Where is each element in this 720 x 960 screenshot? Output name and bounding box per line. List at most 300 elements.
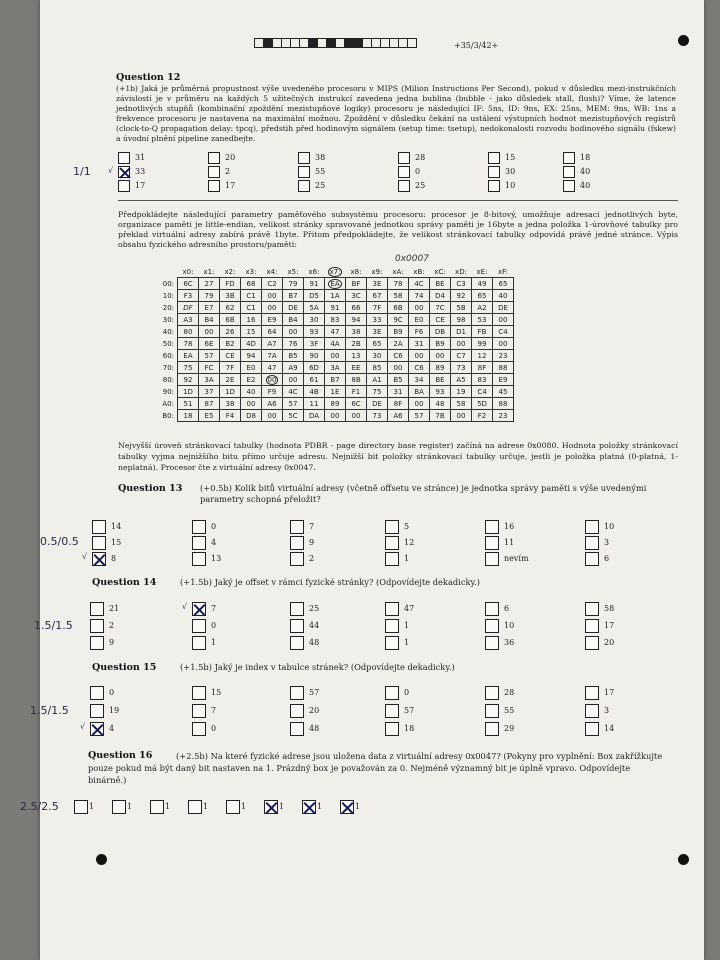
memory-cell: 00 [430,350,451,362]
registration-mark [96,854,107,865]
checkbox[interactable] [298,180,310,192]
memory-cell: 6C [178,278,199,290]
option-label: 13 [211,554,222,563]
checkbox[interactable] [585,552,599,566]
q14-option[interactable] [90,619,114,633]
memory-cell: 31 [409,338,430,350]
q13-option[interactable] [290,536,314,550]
q12-option[interactable] [563,166,590,180]
checkbox[interactable] [208,152,220,164]
option-label: 0 [415,167,421,176]
memory-cell: 34 [409,374,430,386]
q14-option[interactable] [485,602,509,616]
memory-cell: 38 [346,326,367,338]
memory-cell: 5D [472,398,493,410]
memory-cell: 79 [283,278,304,290]
q13-option[interactable] [290,552,314,566]
q13-option[interactable] [485,552,529,566]
row-header: 20: [162,303,174,312]
mem-after-text: Nejvyšší úroveň stránkovací tabulky (hodnota PDBR - page directory base register) začíná na adrese 0x0080. Hodnota položky stránkovací tabulky vyjma nejnižšího bitu přímo určuje adresu. Nejnižší bit položky stránkovací tabulky určuje, jestli je položka platná (0-platná, 1-neplatná). Procesor čte z virtuální adresy 0x0047. [118,441,678,472]
row-header: 80: [162,375,174,384]
table-row [150,410,514,422]
q14-option[interactable] [290,602,319,616]
column-header: xE: [476,267,488,276]
checkbox[interactable] [385,552,399,566]
memory-cell: 3E [367,278,388,290]
barcode [254,38,416,48]
checked-checkbox[interactable] [264,800,278,814]
checkbox[interactable] [298,152,310,164]
memory-cell: 94 [241,350,262,362]
option-label: 17 [604,621,615,630]
q13-option[interactable] [82,552,117,566]
q15-option[interactable] [385,686,409,700]
memory-cell: 7A [262,350,283,362]
checkbox[interactable] [485,619,499,633]
q13-score: 0.5/0.5 [40,535,79,548]
q15-title: Question 15 [92,662,157,673]
checkbox[interactable] [585,636,599,650]
checkbox[interactable] [385,520,399,534]
q13-option[interactable] [385,520,409,534]
option-label: 6 [504,604,510,613]
q14-option[interactable] [385,602,414,616]
q15-option[interactable] [290,722,319,736]
checkbox[interactable] [150,800,164,814]
q12-option[interactable] [118,152,145,166]
checked-checkbox[interactable] [302,800,316,814]
q16-bit[interactable] [264,800,284,814]
row-header: A0: [162,399,174,408]
q16-bit[interactable] [226,800,246,814]
option-label: 48 [309,724,320,733]
option-label: 7 [211,604,217,613]
checkbox[interactable] [192,704,206,718]
checkbox[interactable] [290,636,304,650]
option-label: 28 [415,153,426,162]
checkbox[interactable] [385,602,399,616]
memory-cell: 9C [388,314,409,326]
option-label: 2 [109,621,115,630]
q14-option[interactable] [182,602,217,616]
q13-option[interactable] [385,536,414,550]
checkbox[interactable] [290,520,304,534]
corner-cell [150,266,178,278]
row-header: 90: [162,387,174,396]
memory-cell: 88 [493,398,514,410]
q15-option[interactable] [192,704,216,718]
checkbox[interactable] [90,602,104,616]
memory-cell: 6D [304,362,325,374]
memory-cell: 58 [388,290,409,302]
q13-option[interactable] [192,520,216,534]
checkbox[interactable] [488,166,500,178]
memory-cell: 40 [241,386,262,398]
memory-cell: DE [367,398,388,410]
checkbox[interactable] [298,166,310,178]
checkbox[interactable] [118,152,130,164]
checkbox[interactable] [92,520,106,534]
checkbox[interactable] [398,152,410,164]
option-label: 0 [404,688,410,697]
checkbox[interactable] [385,536,399,550]
memory-cell: 89 [430,362,451,374]
checkbox[interactable] [385,722,399,736]
option-label: 1 [211,638,217,647]
checkbox[interactable] [290,552,304,566]
option-label: 15 [505,153,516,162]
checkbox[interactable] [585,536,599,550]
checkbox[interactable] [485,602,499,616]
memory-cell: 8F [388,398,409,410]
q16-bit[interactable] [150,800,170,814]
table-row [150,314,514,326]
q12-option[interactable] [398,180,425,194]
memory-cell: 83 [325,314,346,326]
memory-cell: BE [430,278,451,290]
option-label: 19 [109,706,120,715]
q12-option[interactable] [298,166,325,180]
memory-cell: 3E [367,326,388,338]
q12-option[interactable] [298,152,325,166]
mem-intro: Předpokládejte následující parametry paměťového subsystému procesoru: procesor je 8-bitový, umožňuje adresaci jednotlivých byte, organizace paměti je little-endian, velikost stránky spravované jednotkou správy paměti je 16byte a jedna položka 1-úrovňové tabulky pro překlad virtuální adresy zabírá právě 1byte. Přitom předpokládejte, že velikost stránkovací tabulky odpovídá právě jedné stránce. Výpis obsahu fyzického adresního prostoru/paměti: [118,210,678,249]
checkbox[interactable] [90,636,104,650]
memory-cell: 00 [262,302,283,314]
memory-cell: B2 [220,338,241,350]
option-label: 31 [135,153,146,162]
memory-cell: 1D [220,386,241,398]
q14-option[interactable] [485,619,514,633]
row-header: 10: [162,291,174,300]
q14-title: Question 14 [92,577,157,588]
checkbox[interactable] [90,686,104,700]
memory-cell: 33 [367,314,388,326]
q13-option[interactable] [92,520,121,534]
row-header: 00: [162,279,174,288]
checkbox[interactable] [585,619,599,633]
q12-option[interactable] [108,166,146,180]
memory-cell: 7F [220,362,241,374]
q13-option[interactable] [585,536,609,550]
memory-cell: B5 [388,374,409,386]
checkbox[interactable] [290,704,304,718]
checkbox[interactable] [398,166,410,178]
q14-option[interactable] [90,602,119,616]
q15-option[interactable] [90,686,114,700]
option-label: 17 [225,181,236,190]
q15-option[interactable] [485,722,514,736]
checkbox[interactable] [563,152,575,164]
memory-cell: A2 [472,302,493,314]
q15-option[interactable] [90,704,119,718]
memory-cell: 00 [346,410,367,422]
checkbox[interactable] [485,520,499,534]
memory-cell: B4 [283,314,304,326]
checkbox[interactable] [290,619,304,633]
memory-cell: A6 [262,398,283,410]
memory-cell: D5 [304,290,325,302]
q16-bit[interactable] [74,800,94,814]
option-label: 21 [109,604,120,613]
q14-option[interactable] [192,619,216,633]
q14-option[interactable] [485,636,514,650]
checkbox[interactable] [208,180,220,192]
checkbox[interactable] [192,636,206,650]
option-label: 33 [135,167,146,176]
memory-cell: C6 [409,362,430,374]
memory-cell: 3B [220,290,241,302]
q14-option[interactable] [290,636,319,650]
memory-cell: 93 [304,326,325,338]
checkbox[interactable] [585,722,599,736]
checked-checkbox[interactable] [340,800,354,814]
q12-option[interactable] [208,166,230,180]
checkbox[interactable] [398,180,410,192]
column-header: x5: [287,267,299,276]
checkbox[interactable] [485,704,499,718]
checkbox[interactable] [74,800,88,814]
memory-cell: FC [199,362,220,374]
checkbox[interactable] [385,686,399,700]
checkbox[interactable] [563,180,575,192]
option-label: 8 [111,554,117,563]
option-label: 2 [309,554,315,563]
table-row [150,326,514,338]
memory-cell: DB [430,326,451,338]
checkbox[interactable] [192,552,206,566]
memory-cell [262,374,283,386]
q15-option[interactable] [192,722,216,736]
q14-option[interactable] [90,636,114,650]
q14-option[interactable] [385,636,409,650]
q15-option[interactable] [80,722,115,736]
q14-option[interactable] [585,636,614,650]
q15-option[interactable] [385,704,414,718]
checkbox[interactable] [188,800,202,814]
column-header: xB: [413,267,425,276]
memory-cell: 5A [304,302,325,314]
memory-cell: B7 [325,374,346,386]
checked-checkbox[interactable] [192,602,206,616]
q16-bit[interactable] [340,800,360,814]
checkbox[interactable] [90,704,104,718]
checkbox[interactable] [485,722,499,736]
q14-option[interactable] [385,619,409,633]
checkbox[interactable] [208,166,220,178]
checkbox[interactable] [112,800,126,814]
q13-option[interactable] [585,552,609,566]
memory-cell: 1E [325,386,346,398]
checkbox[interactable] [485,536,499,550]
checked-checkbox[interactable] [118,166,130,178]
checkbox[interactable] [290,686,304,700]
q15-option[interactable] [585,722,614,736]
checkbox[interactable] [585,704,599,718]
q15-option[interactable] [192,686,221,700]
memory-cell: 57 [409,410,430,422]
memory-cell: 30 [304,314,325,326]
circled-value: EA [330,279,340,288]
checkbox[interactable] [192,536,206,550]
checkbox[interactable] [290,722,304,736]
column-header: xD: [455,267,467,276]
circled-header: x7: [329,267,341,276]
checkbox[interactable] [192,686,206,700]
option-label: 57 [309,688,320,697]
q12-option[interactable] [118,180,145,194]
memory-cell: B7 [283,290,304,302]
memory-cell: 6B [220,314,241,326]
q14-option[interactable] [192,636,216,650]
checkbox[interactable] [92,536,106,550]
memory-cell: 00 [199,326,220,338]
q14-option[interactable] [585,619,614,633]
q15-option[interactable] [290,686,319,700]
q13-option[interactable] [585,520,614,534]
q14-option[interactable] [290,619,319,633]
memory-cell: 89 [325,398,346,410]
checkbox[interactable] [485,636,499,650]
checkbox[interactable] [585,520,599,534]
memory-cell: F6 [409,326,430,338]
option-label: 40 [580,167,591,176]
q12-option[interactable] [563,152,590,166]
checkbox[interactable] [290,602,304,616]
q12-option[interactable] [488,152,515,166]
memory-cell: 92 [451,290,472,302]
memory-cell: 57 [199,350,220,362]
memory-cell: A7 [262,338,283,350]
check-mark-icon: √ [80,722,86,731]
checkbox[interactable] [192,619,206,633]
option-label: 28 [504,688,515,697]
memory-cell: A6 [388,410,409,422]
q13-option[interactable] [485,536,514,550]
memory-cell: 75 [178,362,199,374]
option-label: 3 [604,706,610,715]
checkbox[interactable] [488,180,500,192]
q15-option[interactable] [290,704,319,718]
checked-checkbox[interactable] [92,552,106,566]
memory-cell: 23 [493,350,514,362]
memory-cell: F1 [346,386,367,398]
checkbox[interactable] [385,704,399,718]
q12-option[interactable] [398,152,425,166]
q12-option[interactable] [488,166,515,180]
bit-label: 1 [89,802,95,811]
memory-cell: 18 [178,410,199,422]
q13-option[interactable] [290,520,314,534]
memory-cell: 92 [178,374,199,386]
q16-bit[interactable] [112,800,132,814]
column-header: x8: [350,267,362,276]
checkbox[interactable] [485,552,499,566]
memory-cell: 7C [430,302,451,314]
memory-cell: 00 [493,338,514,350]
q15-option[interactable] [385,722,414,736]
memory-cell: 23 [493,410,514,422]
checkbox[interactable] [385,619,399,633]
q16-bit[interactable] [188,800,208,814]
option-label: 11 [504,538,515,547]
checkbox[interactable] [385,636,399,650]
checkbox[interactable] [585,686,599,700]
memory-cell: 00 [283,374,304,386]
table-row [150,362,514,374]
memory-cell: B9 [430,338,451,350]
checkbox[interactable] [192,722,206,736]
circled-value: 00 [267,375,277,384]
q15-option[interactable] [585,704,609,718]
memory-cell: C2 [262,278,283,290]
memory-cell: 83 [472,374,493,386]
checkbox[interactable] [192,520,206,534]
option-label: 0 [211,724,217,733]
q15-option[interactable] [485,704,514,718]
q12-option[interactable] [298,180,325,194]
memory-cell: 64 [262,326,283,338]
checkbox[interactable] [585,602,599,616]
q13-option[interactable] [192,552,221,566]
checkbox[interactable] [118,180,130,192]
q13-option[interactable] [485,520,514,534]
memory-cell: 15 [241,326,262,338]
memory-cell: C1 [241,302,262,314]
memory-cell: 94 [346,314,367,326]
q12-option[interactable] [563,180,590,194]
q16-bit[interactable] [302,800,322,814]
checkbox[interactable] [488,152,500,164]
q15-option[interactable] [585,686,614,700]
option-label: 55 [504,706,515,715]
option-label: 14 [604,724,615,733]
memory-cell: FB [472,326,493,338]
q16-score: 2.5/2.5 [20,800,59,813]
option-label: 10 [504,621,515,630]
q12-option[interactable] [488,180,515,194]
q12-option[interactable] [208,152,235,166]
q13-option[interactable] [385,552,409,566]
q12-option[interactable] [398,166,420,180]
q13-option[interactable] [192,536,216,550]
checkbox[interactable] [90,619,104,633]
option-label: 4 [109,724,115,733]
q14-option[interactable] [585,602,614,616]
checked-checkbox[interactable] [90,722,104,736]
memory-cell: 8B [346,374,367,386]
memory-cell: 78 [388,278,409,290]
q13-option[interactable] [92,536,121,550]
checkbox[interactable] [290,536,304,550]
checkbox[interactable] [226,800,240,814]
memory-cell: 6E [199,338,220,350]
memory-cell: E9 [493,374,514,386]
column-header: x6: [308,267,320,276]
checkbox[interactable] [485,686,499,700]
memory-cell: 38 [220,398,241,410]
table-row [150,278,514,290]
memory-cell: C1 [241,290,262,302]
option-label: 4 [211,538,217,547]
memory-cell: C7 [451,350,472,362]
memory-cell: 30 [367,350,388,362]
q14-score: 1.5/1.5 [34,619,73,632]
q12-text: (+1b) Jaká je průměrná propustnost výše uvedeného procesoru v MIPS (Milion Instructions Per Second), pokud v důsledku mezi-instrukčních závislostí je v průměru na každých 5 užitečných instrukcí zavedena jedna bublina (bubble - jako důsledek stall, flush)? Víme, že latence jednotlivých stupňů (kombinační zpoždění mezistupňové logiky) procesoru je následující IF: 5ns, ID: 9ns, EX: 25ns, MEM: 9ns, WB: 1ns a frekvence procesoru je nastavena na maximální možnou. Zpoždění v důsledku čekání na ustálení výstupních hodnot mezistupňových registrů (clock-to-Q propagation delay: tpcq), předstih před hodinovým signálem (setup time: tsetup), nedokonalosti rozvodu hodinového signálu (fskew) a úvodní plnění pipeline zanedbejte. [116,84,676,143]
q15-option[interactable] [485,686,514,700]
memory-cell: 47 [262,362,283,374]
checkbox[interactable] [563,166,575,178]
q12-option[interactable] [208,180,235,194]
